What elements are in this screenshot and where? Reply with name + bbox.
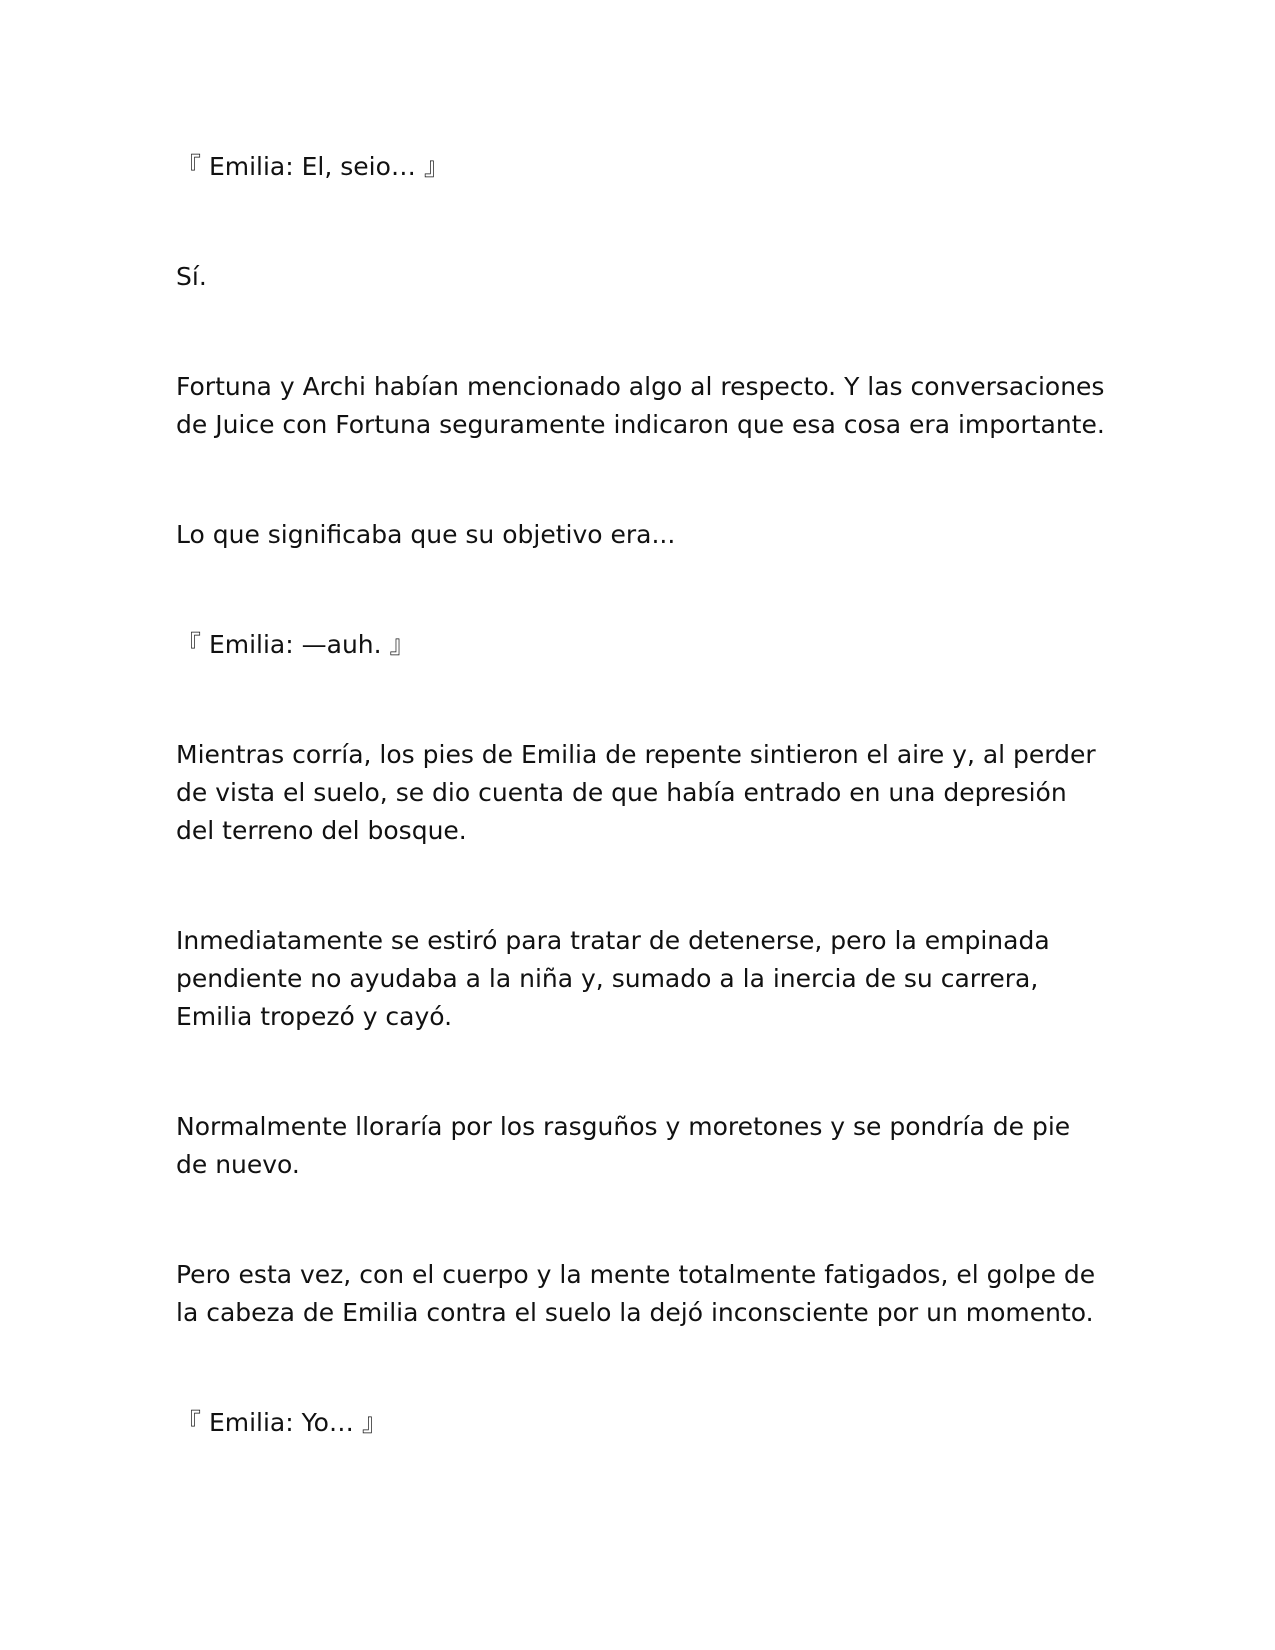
paragraph-3: Lo que significaba que su objetivo era... bbox=[176, 520, 676, 549]
paragraph-1: Sí. bbox=[176, 262, 207, 291]
paragraph-5: Inmediatamente se estiró para tratar de detenerse, pero la empinada pendiente no ayudaba a la niña y, sumado a la inercia de su carrera, Emilia tropezó y cayó. bbox=[176, 926, 1050, 1031]
paragraph-7: Pero esta vez, con el cuerpo y la mente totalmente fatigados, el golpe de la cabeza de Emilia contra el suelo la dejó inconsciente por un momento. bbox=[176, 1260, 1096, 1327]
dialogue-line-3: 『 Emilia: Yo… 』 bbox=[176, 1408, 387, 1437]
paragraph-4: Mientras corría, los pies de Emilia de repente sintieron el aire y, al perder de vista el suelo, se dio cuenta de que había entrado en una depresión del terreno del bosque. bbox=[176, 740, 1096, 845]
paragraph-2: Fortuna y Archi habían mencionado algo al respecto. Y las conversaciones de Juice con Fortuna seguramente indicaron que esa cosa era importante. bbox=[176, 372, 1105, 439]
paragraph-6: Normalmente lloraría por los rasguños y moretones y se pondría de pie de nuevo. bbox=[176, 1112, 1071, 1179]
dialogue-line-1: 『 Emilia: El, seio… 』 bbox=[176, 152, 449, 181]
dialogue-line-2: 『 Emilia: —auh. 』 bbox=[176, 630, 415, 659]
